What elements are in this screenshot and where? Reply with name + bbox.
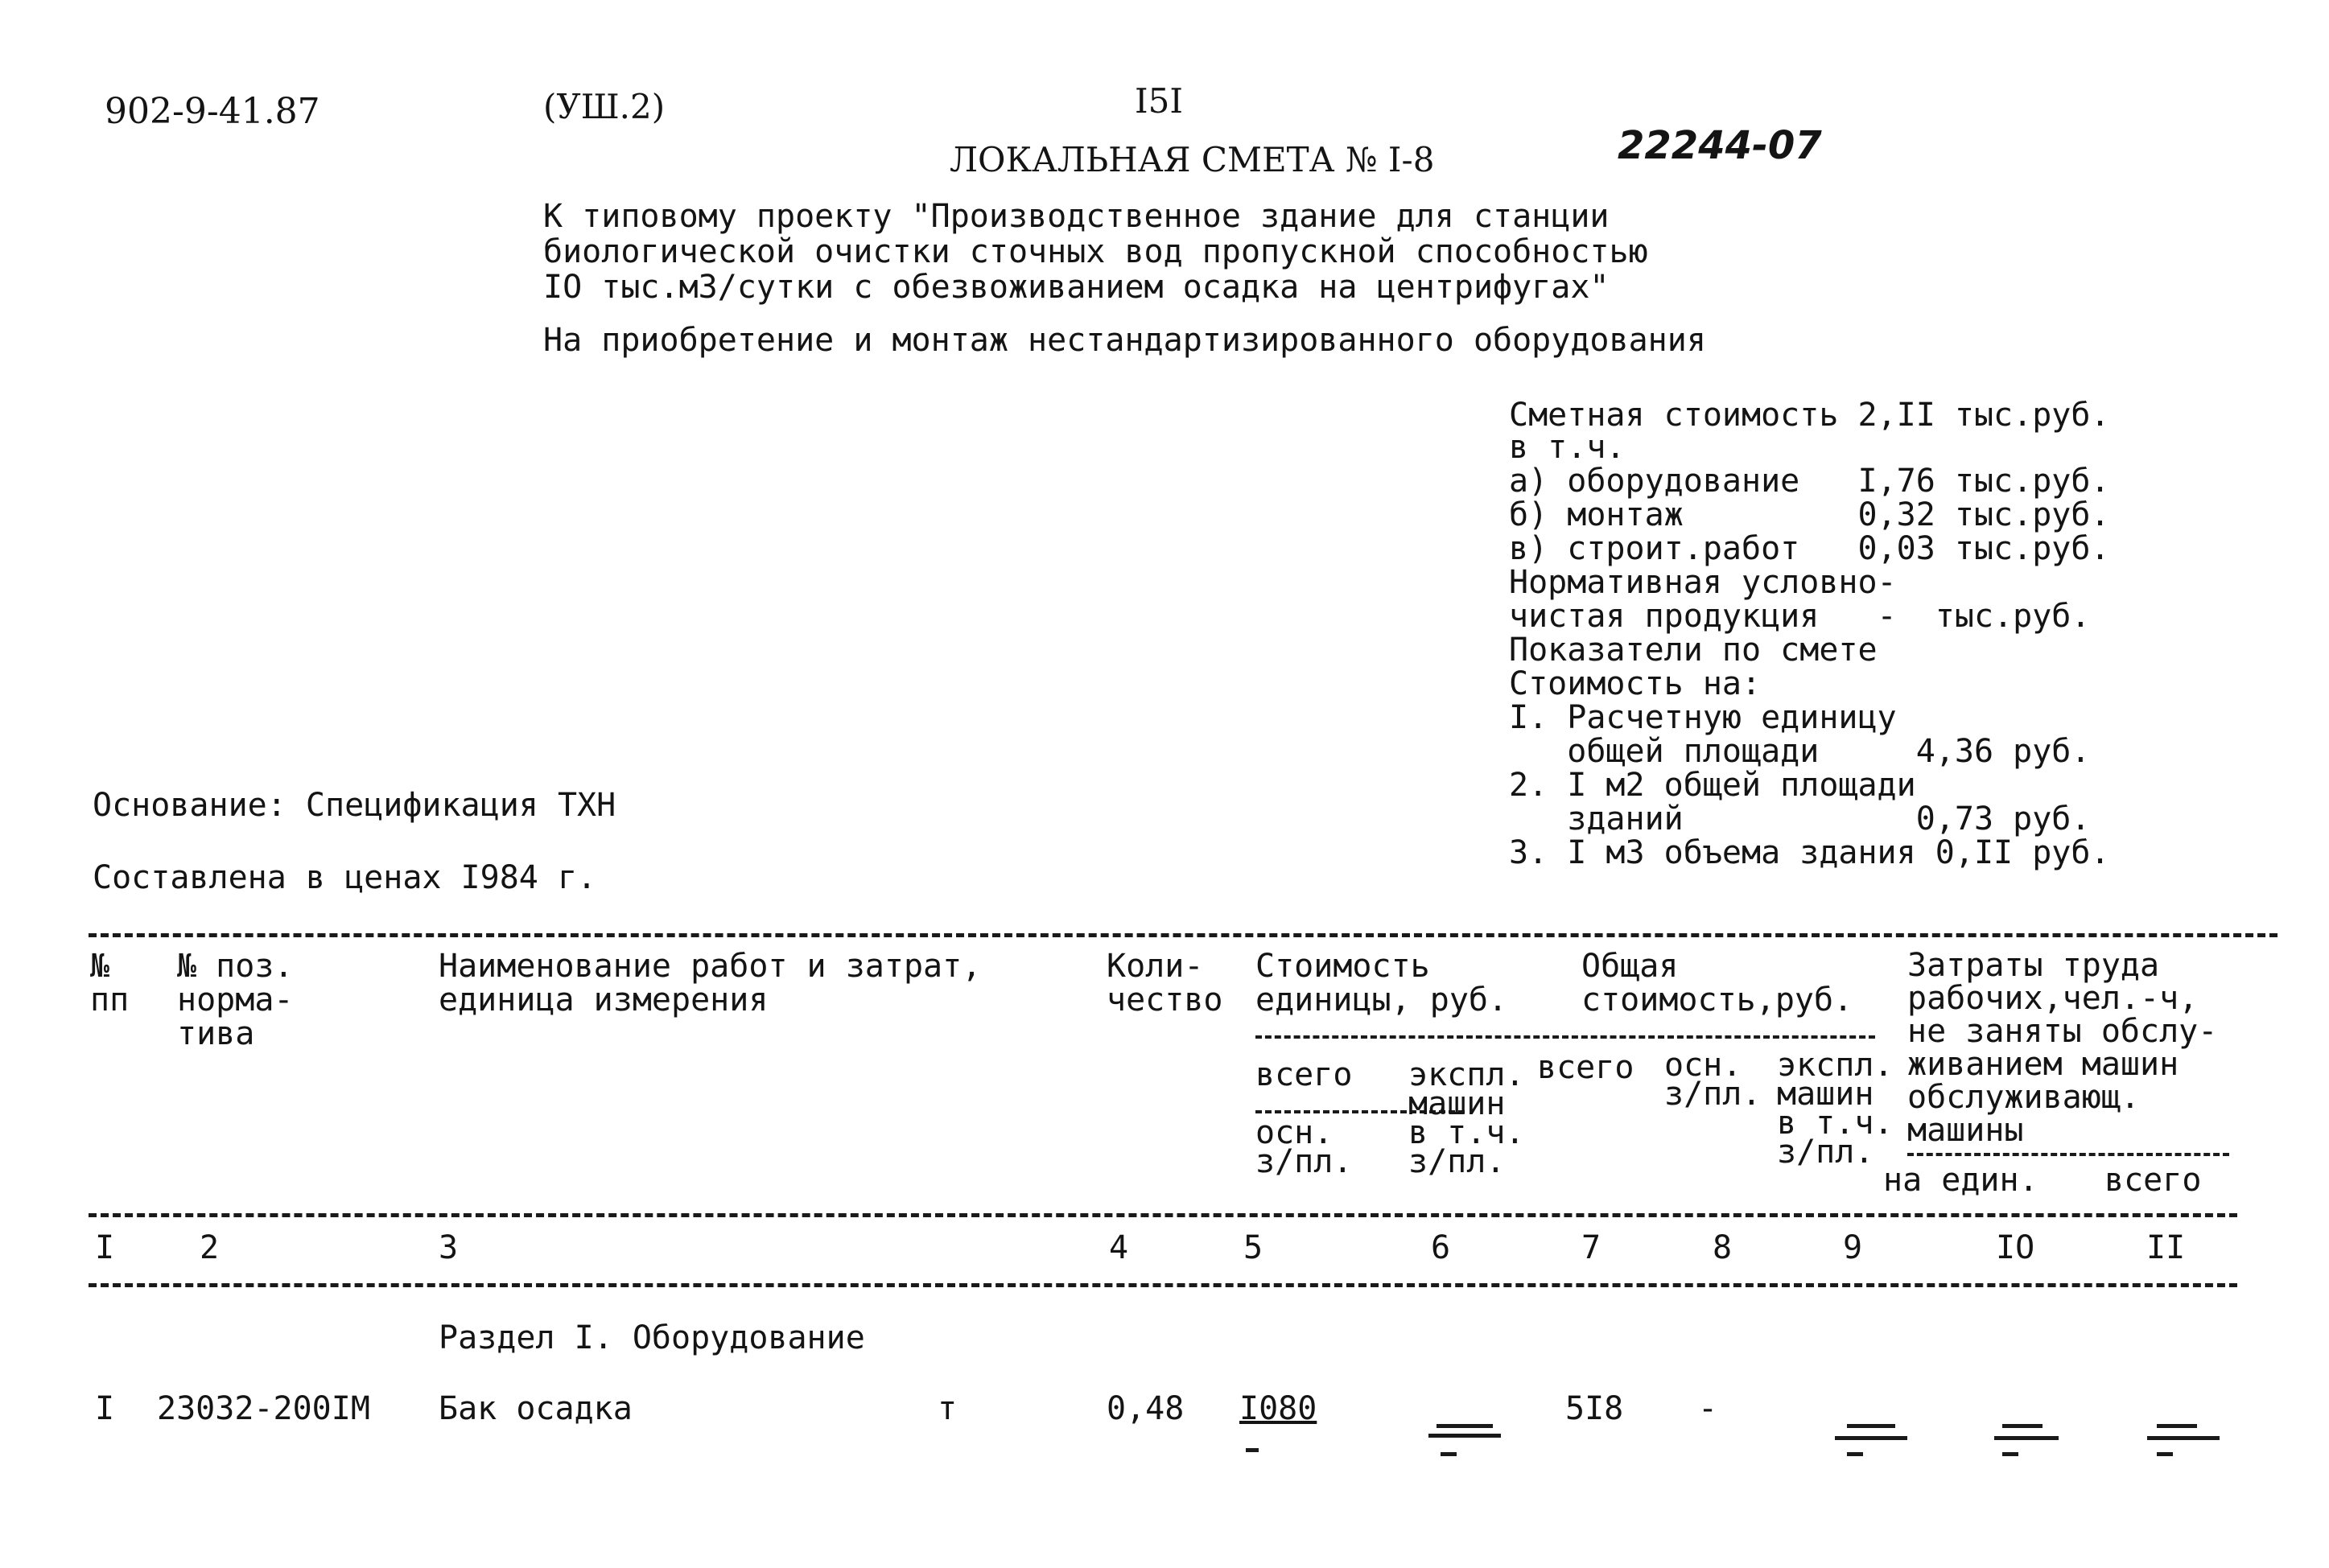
col-number: 6 — [1431, 1229, 1451, 1266]
col7-header: всего — [1537, 1049, 1634, 1086]
dash-mark — [2002, 1424, 2043, 1428]
summary-line: а) оборудование I,76 тыс.руб. — [1509, 463, 2110, 500]
col-number: 7 — [1581, 1229, 1601, 1266]
col-number: 3 — [439, 1229, 459, 1266]
col-code-header: № поз. норма- тива — [177, 948, 294, 1052]
col-qty-header: Коли- чество — [1107, 948, 1223, 1019]
col-unit-cost-header: Стоимость единицы, руб. — [1255, 948, 1508, 1019]
table-top-rule — [89, 933, 2277, 937]
dash-mark — [2002, 1452, 2018, 1456]
col-number: IO — [1996, 1229, 2035, 1266]
dash-mark — [2147, 1436, 2220, 1440]
summary-line: 3. I м3 объема здания 0,II руб. — [1509, 834, 2110, 871]
project-line-3: IO тыс.м3/сутки с обезвоживанием осадка на центрифугах" — [543, 269, 1610, 306]
col-num-header: № пп — [90, 948, 130, 1019]
summary-line: 2. I м2 общей площади — [1509, 767, 1916, 804]
header-bottom-rule — [89, 1213, 2237, 1217]
col6-header: экспл. машин в т.ч. з/пл. — [1408, 1056, 1525, 1180]
summary-line: Сметная стоимость 2,II тыс.руб. — [1509, 397, 2110, 434]
purpose-line: На приобретение и монтаж нестандартизированного оборудования — [543, 322, 1706, 359]
dash-mark — [1246, 1448, 1259, 1452]
labor-sub-rule — [1907, 1153, 2229, 1156]
handwritten-code: 22244-07 — [1618, 123, 1822, 168]
col-number: 4 — [1109, 1229, 1129, 1266]
col5-header: всего осн. з/пл. — [1255, 1056, 1353, 1180]
project-line-2: биологической очистки сточных вод пропускной способностью — [543, 233, 1648, 270]
col-number: I — [95, 1229, 115, 1266]
section-title: Раздел I. Оборудование — [439, 1319, 865, 1356]
dash-mark — [1428, 1434, 1501, 1438]
summary-line: Нормативная условно- — [1509, 564, 1897, 601]
dash-mark — [1847, 1452, 1863, 1456]
col8-header: осн. з/пл. — [1664, 1047, 1762, 1113]
basis-line: Основание: Спецификация ТХН — [93, 787, 616, 824]
row-unit-total: I080 — [1239, 1390, 1317, 1427]
dash-mark — [2157, 1424, 2197, 1428]
unit-cost-subrule — [1255, 1035, 1875, 1039]
dash-mark — [1835, 1436, 1907, 1440]
row-total-osn: - — [1698, 1390, 1718, 1427]
col-number: 5 — [1243, 1229, 1263, 1266]
summary-line: чистая продукция - тыс.руб. — [1509, 598, 2091, 635]
dash-mark — [1437, 1424, 1493, 1428]
row-name: Бак осадка — [439, 1390, 633, 1427]
dash-mark — [1441, 1452, 1457, 1456]
col10-header: на един. — [1883, 1162, 2038, 1199]
album-code: (УШ.2) — [543, 87, 666, 126]
col-number: 2 — [200, 1229, 220, 1266]
col-number: II — [2146, 1229, 2186, 1266]
project-line-1: К типовому проекту "Производственное здание для станции — [543, 198, 1610, 235]
dash-mark — [1994, 1436, 2059, 1440]
summary-line: I. Расчетную единицу — [1509, 699, 1897, 736]
cost-summary — [1509, 398, 2110, 870]
col-name-header: Наименование работ и затрат, единица измерения — [439, 948, 982, 1019]
summary-line: Показатели по смете — [1509, 632, 1878, 669]
col-number: 9 — [1843, 1229, 1863, 1266]
dash-mark — [1847, 1424, 1895, 1428]
col-labor-header: Затраты труда рабочих,чел.-ч, не заняты обслу- живанием машин обслуживающ. машины — [1907, 947, 2218, 1149]
summary-line: общей площади 4,36 руб. — [1509, 733, 2091, 770]
row-code: 23032-200IM — [157, 1390, 370, 1427]
numbers-bottom-rule — [89, 1283, 2237, 1287]
col11-header: всего — [2104, 1162, 2202, 1199]
row-qty: 0,48 — [1107, 1390, 1185, 1427]
page-number: I5I — [1135, 81, 1183, 121]
col9-header: экспл. машин в т.ч. з/пл. — [1777, 1047, 1894, 1171]
prices-line: Составлена в ценах I984 г. — [93, 859, 597, 896]
row-unit: т — [938, 1390, 958, 1427]
summary-line: б) монтаж 0,32 тыс.руб. — [1509, 496, 2110, 533]
doc-number: 902-9-41.87 — [105, 91, 320, 132]
row-total: 5I8 — [1565, 1390, 1624, 1427]
dash-mark — [2157, 1452, 2173, 1456]
summary-line: в т.ч. — [1509, 429, 1626, 466]
row-number: I — [95, 1390, 115, 1427]
summary-line: в) строит.работ 0,03 тыс.руб. — [1509, 530, 2110, 567]
summary-line: Стоимость на: — [1509, 665, 1762, 702]
summary-line: зданий 0,73 руб. — [1509, 800, 2091, 838]
estimate-title: ЛОКАЛЬНАЯ СМЕТА № I-8 — [950, 140, 1435, 179]
col-total-cost-header: Общая стоимость,руб. — [1581, 948, 1853, 1019]
col-number: 8 — [1713, 1229, 1733, 1266]
